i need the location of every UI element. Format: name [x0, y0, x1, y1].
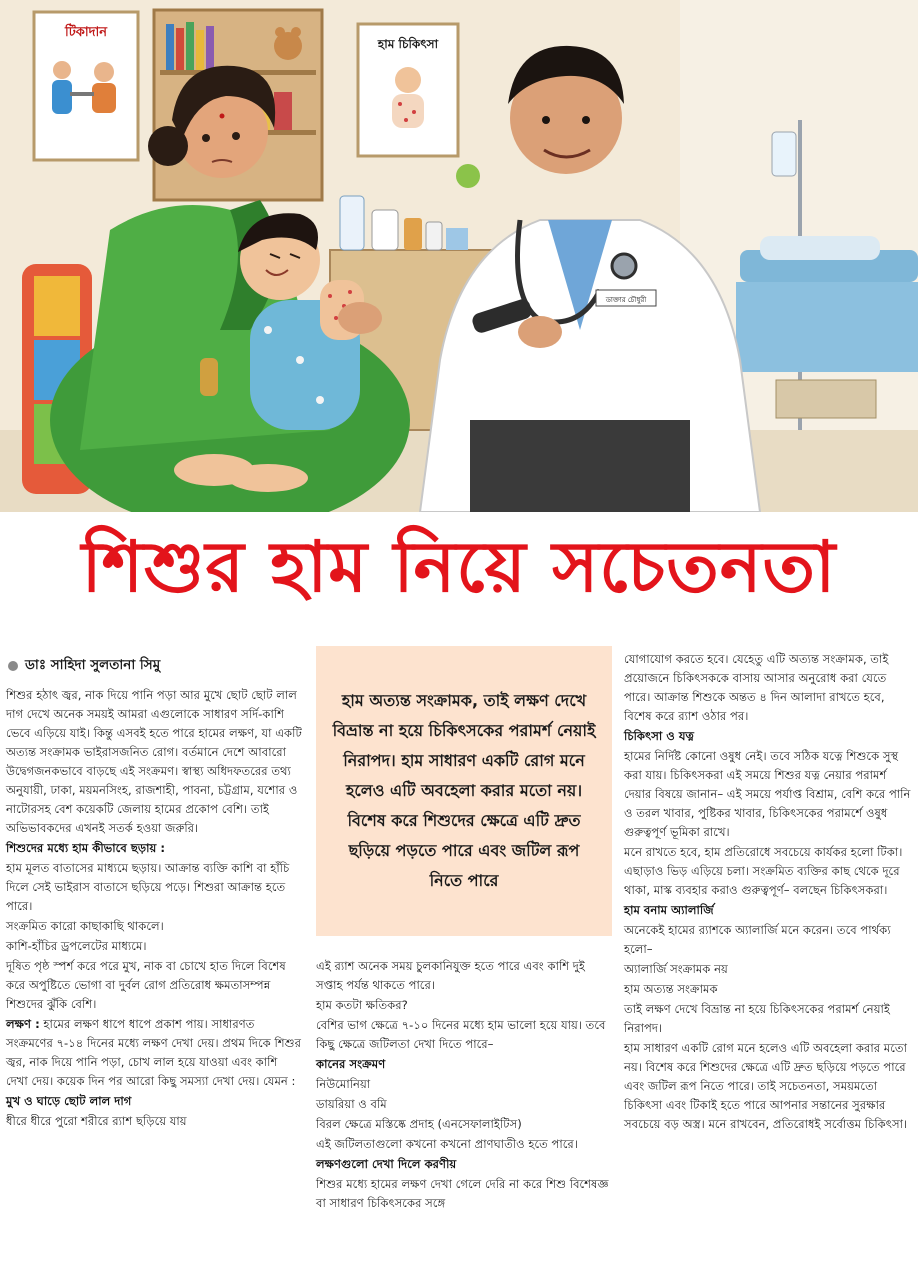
author-name: ডাঃ সাহিদা সুলতানা সিমু — [25, 657, 161, 673]
heal-text: বেশির ভাগ ক্ষেত্রে ৭-১০ দিনের মধ্যে হাম ভালো হয়ে যায়। তবে কিছু ক্ষেত্রে জটিলতা দেখা দিতে পারে– — [316, 1018, 606, 1051]
byline — [8, 654, 300, 677]
spread-text: হাম মূলত বাতাসের মাধ্যমে ছড়ায়। আক্রান্ত ব্যক্তি কাশি বা হাঁচি দিলে সেই ভাইরাস বাতাসে ছড়িয়ে পড়ে। শিশুরা আক্রান্ত হতে পারে। — [6, 861, 290, 913]
svg-text:ডাক্তার চৌধুরী: ডাক্তার চৌধুরী — [605, 296, 647, 304]
headline: শিশুর হাম নিয়ে সচেতনতা — [81, 525, 837, 608]
rash-text: ধীরে ধীরে পুরো শরীরে র‍্যাশ ছড়িয়ে যায় — [6, 1114, 187, 1128]
encephalitis-item: বিরল ক্ষেত্রে মস্তিষ্কে প্রদাহ (এনসেফালাইটিস) — [316, 1117, 522, 1131]
symptoms-paragraph — [6, 1015, 302, 1091]
allergy-text: অনেকেই হামের র‍্যাশকে অ্যালার্জি মনে করেন। তবে পার্থক্য হলো– — [624, 923, 891, 956]
measles-poster — [358, 24, 458, 156]
spread-line-2: সংক্রমিত কারো কাছাকাছি থাকলে। — [6, 919, 164, 933]
itch-text: এই র‍্যাশ অনেক সময় চুলকানিযুক্ত হতে পারে এবং কাশি দুই সপ্তাহ পর্যন্ত থাকতে পারে। — [316, 959, 585, 992]
allergy-point: অ্যালার্জি সংক্রামক নয় — [624, 962, 728, 976]
care-text: হামের নির্দিষ্ট কোনো ওষুধ নেই। তবে সঠিক যত্নে শিশুকে সুস্থ করা যায়। চিকিৎসকরা এই সময়ে শিশুর যত্ন নেয়ার পরামর্শ দেয়ার বিষয়ে জানান– এই সময়ে পর্যাপ্ত বিশ্রাম, বেশি করে পানি ও তরল খাবার, পুষ্টিকর খাবার, চিকিৎসকের পরামর্শে ওষুধ গুরুত্বপূর্ণ ভূমিকা রাখে। — [624, 749, 911, 839]
measles-point: হাম অত্যন্ত সংক্রামক — [624, 982, 718, 996]
allergy-heading: হাম বনাম অ্যালার্জি — [624, 903, 714, 917]
advice-text: তাই লক্ষণ দেখে বিভ্রান্ত না হয়ে চিকিৎসকের পরামর্শ নেয়াই নিরাপদ। — [624, 1002, 890, 1035]
prevent-text: মনে রাখতে হবে, হাম প্রতিরোধে সবচেয়ে কার্যকর হলো টিকা। এছাড়াও ভিড় এড়িয়ে চলা। সংক্রমিত ব্যক্তির কাছ থেকে দূরে থাকা, মাস্ক ব্যবহার করাও গুরুত্বপূর্ণ– বলছেন চিকিৎসকরা। — [624, 845, 903, 897]
contact-text: যোগাযোগ করতে হবে। যেহেতু এটি অত্যন্ত সংক্রামক, তাই প্রয়োজনে চিকিৎসককে বাসায় আসার অনুরোধ করা যেতে পারে। আক্রান্ত শিশুকে অন্তত ৪ দিন আলাদা রাখতে হবে, বিশেষ করে র‍্যাশ ওঠার পর। — [624, 652, 889, 723]
article-column-3 — [624, 650, 914, 1135]
fatal-text: এই জটিলতাগুলো কখনো কখনো প্রাণঘাতীও হতে পারে। — [316, 1137, 578, 1151]
svg-text:টিকাদান: টিকাদান — [64, 25, 108, 40]
closing-text: হাম সাধারণ একটি রোগ মনে হলেও এটি অবহেলা করার মতো নয়। বিশেষ করে শিশুদের ক্ষেত্রে এটি দ্রুত ছড়িয়ে পড়তে পারে এবং জটিল রূপ নিতে পারে। তাই সচেতনতা, সময়মতো চিকিৎসা এবং টিকাই হতে পারে আপনার সন্তানের সুরক্ষার সবচেয়ে বড় অস্ত্র। মনে রাখবেন, প্রতিরোধই সর্বোত্তম চিকিৎসা। — [624, 1041, 908, 1131]
spread-heading: শিশুদের মধ্যে হাম কীভাবে ছড়ায় : — [6, 841, 165, 855]
todo-heading: লক্ষণগুলো দেখা দিলে করণীয় — [316, 1157, 457, 1171]
symptoms-text: হামের লক্ষণ ধাপে ধাপে প্রকাশ পায়। সাধারণত সংক্রমণের ৭-১৪ দিনের মধ্যে লক্ষণ দেখা দেয়। প্রথম দিকে শিশুর জ্বর, নাক দিয়ে পানি পড়া, চোখ লাল হয়ে যাওয়া এবং কাশি দেখা দেয়। কয়েক দিন পর আরো কিছু সমস্যা দেখা দেয়। যেমন : — [6, 1017, 301, 1088]
article-column-2 — [316, 957, 612, 1214]
pull-quote-text: হাম অত্যন্ত সংক্রামক, তাই লক্ষণ দেখে বিভ্রান্ত না হয়ে চিকিৎসকের পরামর্শ নেয়াই নিরাপদ। হাম সাধারণ একটি রোগ মনে হলেও এটি অবহেলা করার মতো নয়। বিশেষ করে শিশুদের ক্ষেত্রে এটি দ্রুত ছড়িয়ে পড়তে পারে এবং জটিল রূপ নিতে পারে — [332, 691, 596, 890]
smiley-icon — [456, 164, 480, 188]
intro-paragraph: শিশুর হঠাৎ জ্বর, নাক দিয়ে পানি পড়া আর মুখে ছোট ছোট লাল দাগ দেখে অনেক সময়ই আমরা এগুলোকে সাধারণ সর্দি-কাশি ভেবে এড়িয়ে যাই। কিন্তু এসবই হতে পারে হামের লক্ষণ, যা একটি অত্যন্ত সংক্রামক ভাইরাসজনিত রোগ। বর্তমানে দেশে আবারো উদ্বেগজনকভাবে বাড়ছে এই সংক্রমণ। স্বাস্থ্য অধিদফতরের তথ্য অনুযায়ী, ঢাকা, ময়মনসিংহ, রাজশাহী, পাবনা, চট্টগ্রাম, যশোর ও নাটোরসহ বেশ কয়েকটি জেলায় হামের প্রকোপ বেশি। তাই অভিভাবকদের এখনই সতর্ক হওয়া জরুরি। — [6, 688, 302, 835]
bullet-dot-icon — [8, 661, 18, 671]
vaccine-poster — [34, 12, 138, 160]
diarrhea-item: ডায়রিয়া ও বমি — [316, 1097, 387, 1111]
pull-quote — [316, 646, 612, 936]
ear-infection-heading: কানের সংক্রমণ — [316, 1057, 386, 1071]
spread-line-4: দূষিত পৃষ্ঠ স্পর্শ করে পরে মুখ, নাক বা চোখে হাত দিলে বিশেষ করে অপুষ্টিতে ভোগা বা দুর্বল রোগ প্রতিরোধ ক্ষমতাসম্পন্ন শিশুদের ঝুঁকি বেশি। — [6, 959, 286, 1011]
harm-question: হাম কতটা ক্ষতিকর? — [316, 998, 408, 1012]
rash-heading: মুখ ও ঘাড়ে ছোট লাল দাগ — [6, 1094, 132, 1108]
symptoms-label: লক্ষণ : — [6, 1017, 40, 1031]
todo-text: শিশুর মধ্যে হামের লক্ষণ দেখা গেলে দেরি না করে শিশু বিশেষজ্ঞ বা সাধারণ চিকিৎসকের সঙ্গে — [316, 1177, 609, 1210]
spread-line-3: কাশি-হাঁচির ড্রপলেটের মাধ্যমে। — [6, 939, 147, 953]
pneumonia-item: নিউমোনিয়া — [316, 1077, 371, 1091]
svg-text:হাম চিকিৎসা: হাম চিকিৎসা — [377, 37, 439, 51]
hero-illustration — [0, 0, 918, 512]
article-column-1 — [6, 686, 302, 1132]
care-heading: চিকিৎসা ও যত্ন — [624, 729, 695, 743]
